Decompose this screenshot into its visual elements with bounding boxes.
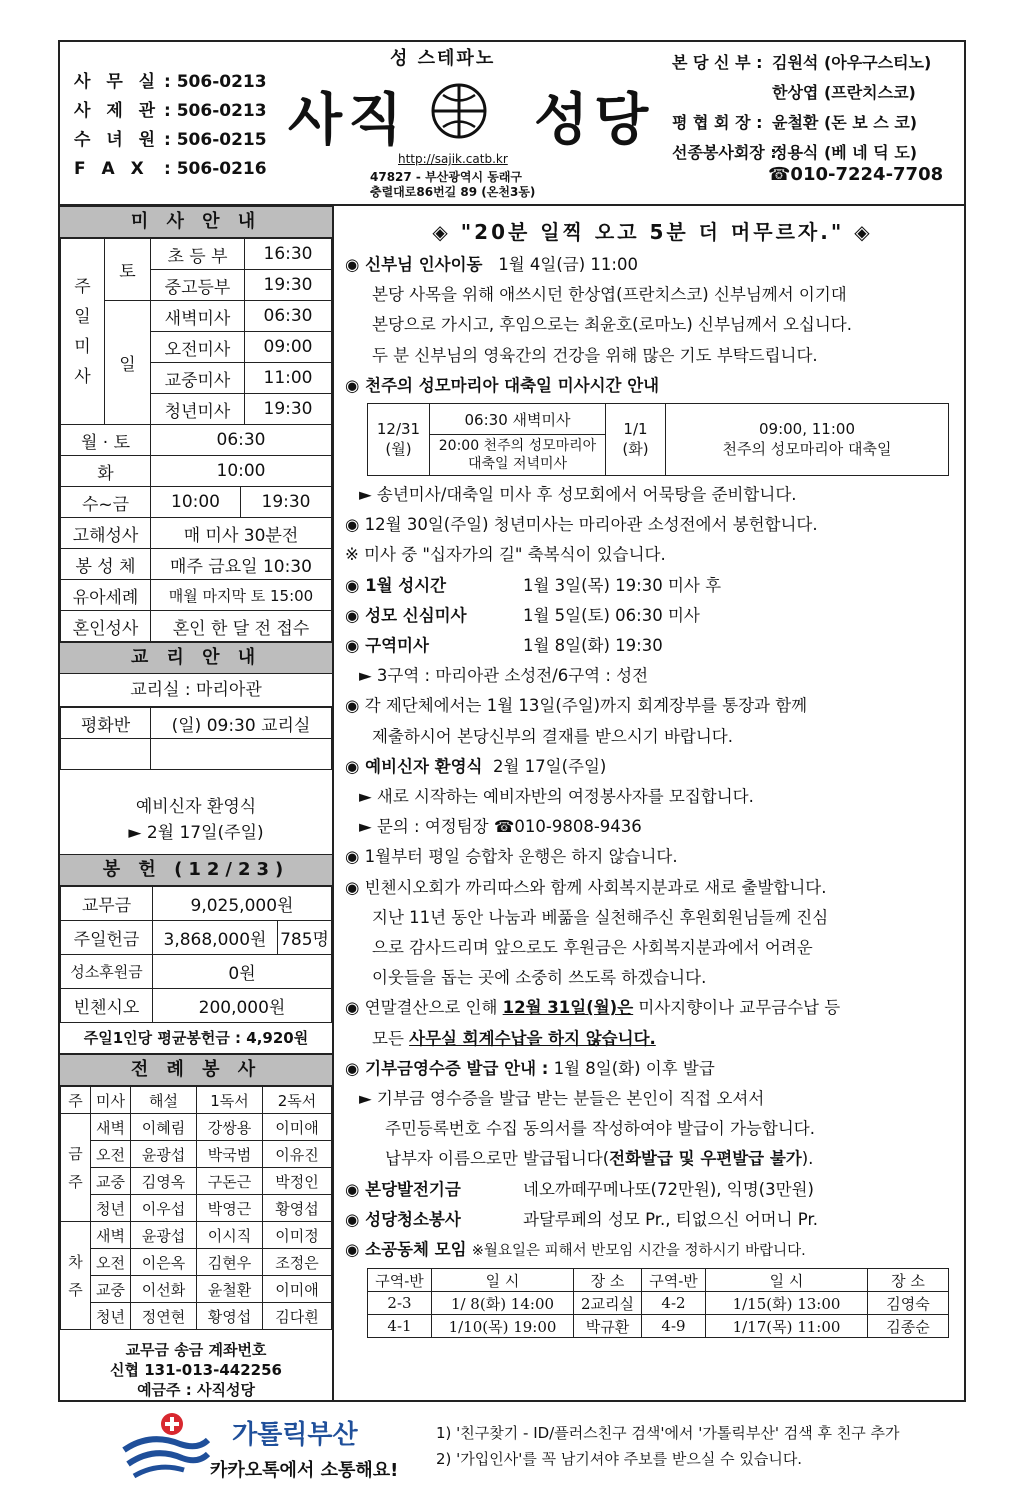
- column-header: 일 시: [432, 1269, 574, 1292]
- table-row: [61, 1303, 332, 1330]
- notice-value: 1월 5일(토) 06:30 미사: [523, 605, 700, 625]
- offering-name: 성소후원금: [61, 955, 153, 989]
- notice-text: 미사지향이나 교무금수납 등: [633, 998, 841, 1018]
- table-row: [61, 456, 332, 487]
- contact-value: 506-0213: [176, 72, 267, 92]
- group-id: 4-2: [642, 1292, 706, 1315]
- notice-value: 2월 17일(주일): [492, 756, 607, 776]
- mass-title: 천주의 성모마리아 대축일: [722, 440, 892, 459]
- brand-name: 가톨릭부산: [232, 1420, 358, 1450]
- mass-type: 오전: [91, 1249, 131, 1276]
- staff-value: 한상엽 (프란치스코): [772, 83, 916, 102]
- mass-type: 교중: [91, 1168, 131, 1195]
- notice-text: ◉ 각 제단체에서는 1월 13일(주일)까지 회계장부를 통장과 함께: [345, 696, 808, 716]
- date-cell: [368, 404, 430, 476]
- commentator: 이우섭: [131, 1195, 197, 1222]
- reader-2: 이미정: [263, 1222, 332, 1249]
- column-header: 2독서: [263, 1087, 332, 1114]
- notice-title: ◉ 기부금영수증 발급 안내 :: [345, 1058, 549, 1078]
- label-char: 주: [74, 276, 91, 297]
- bulletin-page: [58, 40, 966, 1402]
- offering-value: 0원: [153, 955, 332, 989]
- catechumen-welcome: [60, 770, 332, 854]
- column-header: 미사: [91, 1087, 131, 1114]
- notice-text: ◉ 1월부터 평일 승합차 운행은 하지 않습니다.: [345, 847, 678, 867]
- column-header: 구역-반: [642, 1269, 706, 1292]
- sacrament-name: 봉 성 체: [61, 549, 151, 580]
- notice-text: 지난 11년 동안 나눔과 베풂을 실천해주신 후원회원님들께 진심: [372, 907, 829, 927]
- contact-row: 사 무 실 : 506-0213: [74, 68, 267, 97]
- contact-row: 사 제 관 : 506-0213: [74, 97, 267, 126]
- notice-title: ◉ 성모 신심미사: [345, 605, 467, 625]
- mass-time: 09:00: [245, 332, 332, 363]
- notice-title: ◉ 1월 성시간: [345, 575, 447, 595]
- notice-text: 본당 사목을 위해 애쓰시던 한상엽(프란치스코) 신부님께서 이기대: [372, 285, 847, 305]
- table-row: [61, 1276, 332, 1303]
- empty-cell: [151, 739, 332, 770]
- commentator: 정연현: [131, 1303, 197, 1330]
- mass-name: 오전미사: [151, 332, 245, 363]
- group-place: 박규환: [574, 1315, 642, 1338]
- account-line: 신협 131-013-442256: [110, 1361, 282, 1379]
- notice-value: 1월 8일(화) 이후 발급: [553, 1058, 715, 1078]
- table-row: [368, 1292, 949, 1315]
- group-id: 2-3: [368, 1292, 432, 1315]
- staff-row: [672, 108, 931, 138]
- reader-2: 조정은: [263, 1249, 332, 1276]
- class-time: (일) 09:30 교리실: [151, 708, 332, 739]
- table-row: [61, 1195, 332, 1222]
- mass-section-title: 미 사 안 내: [60, 206, 332, 238]
- mass-time: 19:30: [245, 270, 332, 301]
- mass-type: 청년: [91, 1195, 131, 1222]
- contact-list: [74, 68, 267, 184]
- mass-entry: [430, 435, 606, 476]
- notice-catechumen: [345, 752, 960, 782]
- mass-name: 청년미사: [151, 394, 245, 425]
- parish-subtitle: 성 스테파노: [390, 48, 496, 69]
- sunday-mass-label: [61, 239, 105, 425]
- contact-label: F A X: [74, 159, 149, 179]
- mass-line: 20:00 천주의 성모마리아: [438, 438, 597, 455]
- mass-type: 오전: [91, 1141, 131, 1168]
- notice-text: 두 분 신부님의 영육간의 건강을 위해 많은 기도 부탁드립니다.: [372, 345, 818, 365]
- weekday-mass-table: [60, 424, 332, 518]
- reader-1: 박영근: [197, 1195, 263, 1222]
- footer-notes: [436, 1420, 900, 1472]
- label-char: 금: [68, 1144, 83, 1163]
- next-week-label: [61, 1222, 91, 1330]
- mass-times: 09:00, 11:00: [759, 420, 855, 439]
- sacraments-table: [60, 517, 332, 642]
- reader-2: 황영섭: [263, 1195, 332, 1222]
- label-char: 일: [74, 306, 91, 327]
- reader-2: 이미애: [263, 1276, 332, 1303]
- notice-text: ► 새로 시작하는 예비자반의 여정봉사자를 모집합니다.: [359, 787, 754, 807]
- notice-date: 1월 4일(금) 11:00: [498, 255, 638, 274]
- contact-label: 사 무 실: [74, 72, 161, 92]
- weekday: (화): [622, 440, 649, 459]
- contact-value: 506-0216: [176, 159, 267, 179]
- sacrament-value: 매월 마지막 토 15:00: [151, 580, 332, 611]
- sacrament-name: 혼인성사: [61, 611, 151, 642]
- address-line: 47827 - 부산광역시 동래구: [370, 170, 522, 184]
- reader-1: 윤철환: [197, 1276, 263, 1303]
- table-row: [61, 239, 332, 270]
- notice-text: ◉ 연말결산으로 인해: [345, 998, 503, 1018]
- group-datetime: 1/10(목) 19:00: [432, 1315, 574, 1338]
- weekday-name: 화: [61, 456, 151, 487]
- table-row: [61, 1087, 332, 1114]
- mass-type: 교중: [91, 1276, 131, 1303]
- contact-value: 506-0215: [176, 130, 267, 150]
- notice-text: 모든: [372, 1028, 410, 1048]
- table-row: [61, 739, 332, 770]
- mass-type: 새벽: [91, 1114, 131, 1141]
- reader-1: 김현우: [197, 1249, 263, 1276]
- staff-value: 김원석 (아우구스티노): [772, 53, 932, 72]
- reader-1: 박국범: [197, 1141, 263, 1168]
- mass-entry: 06:30 새벽미사: [430, 404, 606, 435]
- staff-label: 선종봉사회장 :: [672, 143, 777, 162]
- commentator: 윤광섭: [131, 1141, 197, 1168]
- notice-text: 납부자 이름으로만 발급됩니다(: [385, 1149, 610, 1169]
- group-place: 2교리실: [574, 1292, 642, 1315]
- staff-row: [672, 48, 931, 78]
- group-id: 4-9: [642, 1315, 706, 1338]
- label-char: 미: [74, 336, 91, 357]
- doctrine-room: 교리실 : 마리아관: [60, 674, 332, 707]
- mass-name: 교중미사: [151, 363, 245, 394]
- notice-value: ※월요일은 피해서 반모임 시간을 정하시기 바랍니다.: [471, 1243, 806, 1260]
- notice-year-end-2: [345, 1024, 960, 1054]
- offering-name: 교무금: [61, 887, 153, 921]
- contact-phone: ☎010-7224-7708: [768, 164, 944, 185]
- mass-name: 초 등 부: [151, 239, 245, 270]
- weekday-name: 월 · 토: [61, 425, 151, 456]
- reader-1: 이시직: [197, 1222, 263, 1249]
- notice-title: ◉ 구역미사: [345, 636, 429, 656]
- contact-row: 수 녀 원 : 506-0215: [74, 126, 267, 155]
- table-row: [61, 487, 332, 518]
- parish-emblem-icon: [430, 82, 488, 140]
- small-community-table: [367, 1268, 949, 1338]
- contact-label: 사 제 관: [74, 101, 161, 121]
- mass-time: 10:00: [151, 487, 241, 518]
- label-char: 차: [68, 1252, 83, 1271]
- table-row: [368, 404, 949, 435]
- notice-text: 본당으로 가시고, 후임으로는 최윤호(로마노) 신부님께서 오십니다.: [372, 315, 852, 335]
- notice-value: 1월 8일(화) 19:30: [523, 636, 663, 656]
- offering-value: 9,025,000원: [153, 887, 332, 921]
- staff-label: 평 협 회 장 :: [672, 113, 763, 132]
- bulletin-header: [60, 42, 964, 206]
- commentator: 이선화: [131, 1276, 197, 1303]
- notice-text: ► 문의 : 여정팀장 ☎010-9808-9436: [359, 817, 642, 837]
- notice-text: ► 송년미사/대축일 미사 후 성모회에서 어묵탕을 준비합니다.: [359, 485, 797, 505]
- notice-text: ► 3구역 : 마리아관 소성전/6구역 : 성전: [359, 666, 649, 686]
- mass-time: 19:30: [241, 487, 332, 518]
- notice-text: ◉ 12월 30일(주일) 청년미사는 마리아관 소성전에서 봉헌합니다.: [345, 515, 818, 535]
- reader-2: 이미애: [263, 1114, 332, 1141]
- sacrament-name: 고해성사: [61, 518, 151, 549]
- table-row: [61, 708, 332, 739]
- table-row: [61, 955, 332, 989]
- sacrament-value: 매 미사 30분전: [151, 518, 332, 549]
- sunday-label: 일: [105, 301, 151, 425]
- notice-value: 과달루페의 성모 Pr., 티없으신 어머니 Pr.: [523, 1209, 818, 1229]
- notice-emphasis: 12월 31일(월)은: [502, 998, 634, 1018]
- parish-title: [288, 76, 655, 156]
- footer-note: 1) '친구찾기 - ID/플러스친구 검색'에서 '가톨릭부산' 검색 후 친구 추가: [436, 1424, 900, 1442]
- staff-label: [672, 78, 772, 108]
- date: 12/31: [376, 420, 421, 439]
- mass-name: 새벽미사: [151, 301, 245, 332]
- commentator: 이혜림: [131, 1114, 197, 1141]
- catholic-busan-logo-icon: [120, 1410, 210, 1480]
- notices-column: [345, 214, 960, 1338]
- column-header: 해설: [131, 1087, 197, 1114]
- notice-value: 네오까떼꾸메나또(72만원), 익명(3만원): [523, 1179, 814, 1199]
- offering-value: 200,000원: [153, 989, 332, 1023]
- group-place: 김영숙: [868, 1292, 949, 1315]
- table-row: [61, 989, 332, 1023]
- sacrament-value: 혼인 한 달 전 접수: [151, 611, 332, 642]
- label-char: 사: [74, 366, 91, 387]
- slogan: ◈ "20분 일찍 오고 5분 더 머무르자." ◈: [432, 220, 873, 244]
- notice-title: ◉ 소공동체 모임: [345, 1240, 467, 1260]
- notice-text: 으로 감사드리며 앞으로도 후원금은 사회복지분과에서 어려운: [372, 938, 813, 958]
- sacrament-value: 매주 금요일 10:30: [151, 549, 332, 580]
- notice-text: ◉ 빈첸시오회가 까리따스와 함께 사회복지분과로 새로 출발합니다.: [345, 877, 827, 897]
- address-line: 충렬대로86번길 89 (온천3동): [370, 185, 536, 199]
- offering-table: [60, 886, 332, 1023]
- column-header: 구역-반: [368, 1269, 432, 1292]
- mass-schedule-table: [60, 238, 332, 425]
- group-id: 4-1: [368, 1315, 432, 1338]
- column-header: 주: [61, 1087, 91, 1114]
- contact-label: 수 녀 원: [74, 130, 161, 150]
- group-place: 김종순: [868, 1315, 949, 1338]
- notice-small-community: [345, 1235, 960, 1266]
- table-row: [61, 1141, 332, 1168]
- group-datetime: 1/ 8(화) 14:00: [432, 1292, 574, 1315]
- group-datetime: 1/17(목) 11:00: [706, 1315, 868, 1338]
- notice-receipt-3: [345, 1144, 960, 1174]
- liturgy-table: [60, 1086, 332, 1330]
- mass-line: 대축일 저녁미사: [467, 456, 568, 473]
- notice-text: ► 기부금 영수증을 발급 받는 분들은 본인이 직접 오셔서: [359, 1089, 765, 1109]
- weekday-name: 수~금: [61, 487, 151, 518]
- staff-row: [672, 78, 931, 108]
- notice-text: 주민등록번호 수집 동의서를 작성하여야 발급이 가능합니다.: [385, 1119, 815, 1139]
- mass-time: 06:30: [245, 301, 332, 332]
- table-row: [61, 425, 332, 456]
- offering-name: 주일헌금: [61, 921, 153, 955]
- doctrine-section-title: 교 리 안 내: [60, 642, 332, 674]
- offering-name: 빈첸시오: [61, 989, 153, 1023]
- notice-holy-hour: [345, 571, 960, 601]
- table-row: [61, 611, 332, 642]
- staff-value: 정용식 (베 네 딕 도): [772, 143, 918, 162]
- notice-year-end: [345, 993, 960, 1023]
- table-row: [368, 1269, 949, 1292]
- sacrament-name: 유아세례: [61, 580, 151, 611]
- left-sidebar: [60, 206, 334, 1402]
- notice-emphasis: 전화발급 및 우편발급 불가: [609, 1149, 802, 1169]
- bank-account-info: [60, 1340, 332, 1400]
- average-offering: 주일1인당 평균봉헌금 : 4,920원: [60, 1023, 332, 1054]
- reader-1: 구돈근: [197, 1168, 263, 1195]
- mass-time: 16:30: [245, 239, 332, 270]
- notice-cleaning: [345, 1205, 960, 1235]
- title-left: 사직: [288, 88, 409, 153]
- contact-row: F A X : 506-0216: [74, 155, 267, 184]
- notice-title: ◉ 신부님 인사이동: [345, 255, 483, 274]
- notice-title: ◉ 성당청소봉사: [345, 1209, 461, 1229]
- notice-emphasis: 사무실 회계수납을 하지 않습니다.: [409, 1028, 656, 1048]
- table-row: [61, 921, 332, 955]
- mass-type: 새벽: [91, 1222, 131, 1249]
- mass-name: 중고등부: [151, 270, 245, 301]
- liturgy-section-title: 전 례 봉 사: [60, 1054, 332, 1086]
- attendance-count: 785명: [278, 921, 332, 955]
- doctrine-table: [60, 707, 332, 770]
- account-line: 예금주 : 사직성당: [137, 1381, 255, 1399]
- mass-type: 청년: [91, 1303, 131, 1330]
- mass-time: 11:00: [245, 363, 332, 394]
- notice-district-mass: [345, 631, 960, 661]
- table-row: [61, 518, 332, 549]
- account-line: 교무금 송금 계좌번호: [125, 1341, 267, 1359]
- column-header: 장 소: [868, 1269, 949, 1292]
- notice-text: 이웃들을 돕는 곳에 소중히 쓰도록 하겠습니다.: [372, 968, 707, 988]
- offering-section-title: 봉 헌 (12/23): [60, 854, 332, 886]
- table-row: [61, 887, 332, 921]
- notice-title: ◉ 예비신자 환영식: [345, 756, 483, 776]
- notice-priest-transfer: [345, 250, 960, 280]
- notice-title: ◉ 천주의 성모마리아 대축일 미사시간 안내: [345, 375, 660, 395]
- staff-label: 본 당 신 부 :: [672, 53, 763, 72]
- reader-2: 김다흰: [263, 1303, 332, 1330]
- reader-1: 황영섭: [197, 1303, 263, 1330]
- reader-2: 박정인: [263, 1168, 332, 1195]
- reader-2: 이유진: [263, 1141, 332, 1168]
- commentator: 윤광섭: [131, 1222, 197, 1249]
- empty-cell: [61, 739, 151, 770]
- mass-time: 19:30: [245, 394, 332, 425]
- notice-text: ※ 미사 중 "십자가의 길" 축복식이 있습니다.: [345, 545, 666, 565]
- label-char: 주: [68, 1172, 83, 1191]
- class-name: 평화반: [61, 708, 151, 739]
- welcome-title: 예비신자 환영식: [135, 797, 257, 817]
- weekday: (월): [385, 440, 412, 459]
- column-header: 장 소: [574, 1269, 642, 1292]
- kakao-footer: [120, 1408, 980, 1488]
- commentator: 이은옥: [131, 1249, 197, 1276]
- table-row: [61, 1222, 332, 1249]
- parish-url[interactable]: http://sajik.catb.kr: [398, 152, 508, 166]
- table-row: [61, 1249, 332, 1276]
- mass-time: 10:00: [151, 456, 332, 487]
- notice-value: 1월 3일(목) 19:30 미사 후: [523, 575, 722, 595]
- footer-note: 2) '가입인사'를 꼭 남기셔야 주보를 받으실 수 있습니다.: [436, 1450, 803, 1468]
- this-week-label: [61, 1114, 91, 1222]
- notice-receipt: [345, 1054, 960, 1084]
- table-row: [61, 1114, 332, 1141]
- notice-text: ).: [801, 1149, 814, 1169]
- brand-tagline: 카카오톡에서 소통해요!: [210, 1460, 399, 1481]
- staff-list: [672, 48, 931, 168]
- contact-value: 506-0213: [176, 101, 267, 121]
- mass-time: 06:30: [151, 425, 332, 456]
- parish-address: [370, 170, 535, 200]
- welcome-date: ► 2월 17일(주일): [128, 823, 264, 843]
- notice-text: 제출하시어 본당신부의 결재를 받으시기 바랍니다.: [372, 726, 733, 746]
- table-row: [61, 1168, 332, 1195]
- title-right: 성당: [534, 88, 655, 153]
- table-row: [61, 580, 332, 611]
- offering-value: 3,868,000원: [153, 921, 278, 955]
- mass-entry: [666, 404, 949, 476]
- notice-fund: [345, 1175, 960, 1205]
- table-row: [61, 549, 332, 580]
- commentator: 김영옥: [131, 1168, 197, 1195]
- saturday-label: 토: [105, 239, 151, 301]
- staff-value: 윤철환 (돈 보 스 코): [772, 113, 918, 132]
- label-char: 주: [68, 1280, 83, 1299]
- notice-title: ◉ 본당발전기금: [345, 1179, 461, 1199]
- table-row: [368, 1315, 949, 1338]
- date: 1/1: [623, 420, 648, 439]
- solemnity-mass-table: [367, 403, 949, 476]
- notice-marian-mass: [345, 601, 960, 631]
- column-header: 1독서: [197, 1087, 263, 1114]
- reader-1: 강쌍용: [197, 1114, 263, 1141]
- column-header: 일 시: [706, 1269, 868, 1292]
- group-datetime: 1/15(화) 13:00: [706, 1292, 868, 1315]
- date-cell: [606, 404, 666, 476]
